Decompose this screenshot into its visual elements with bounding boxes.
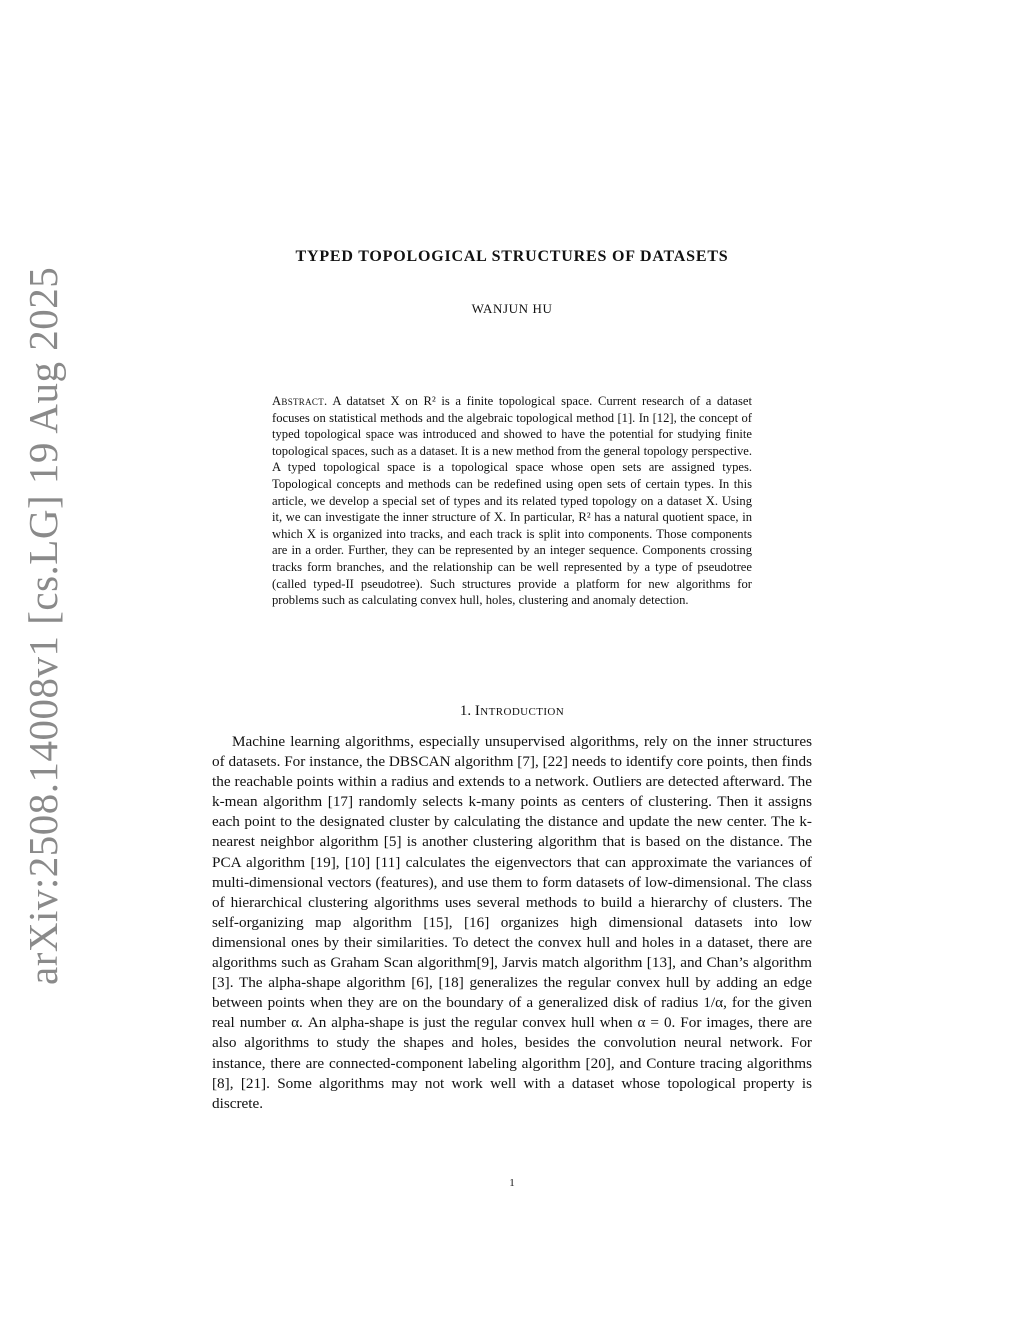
paper-author: WANJUN HU xyxy=(471,301,553,316)
arxiv-identifier-stamp: arXiv:2508.14008v1 [cs.LG] 19 Aug 2025 xyxy=(20,266,66,985)
abstract-label: Abstract. xyxy=(272,394,328,408)
section-heading xyxy=(200,703,824,720)
section-title: Introduction xyxy=(474,703,565,719)
introduction-paragraph: Machine learning algorithms, especially unsupervised algorithms, rely on the inner structures of datasets. For instance, the DBSCAN algorithm [7], [22] needs to identify core points, then finds the reachable points within a radius and extends to a network. Outliers are detected afterward. The k-mean algorithm [17] randomly selects k-many points as centers of clustering. Then it assigns each point to the designated cluster by calculating the distance and update the new center. The k-nearest neighbor algorithm [5] is another clustering algorithm that is based on the distance. The PCA algorithm [19], [10] [11] calculates the eigenvectors that can approximate the variances of multi-dimensional vectors (features), and use them to form datasets of low-dimensional. The class of hierarchical clustering algorithms uses several methods to build a hierarchy of clusters. The self-organizing map algorithm [15], [16] organizes high dimensional datasets into low dimensional ones by their similarities. To detect the convex hull and holes in a dataset, there are algorithms such as Graham Scan algorithm[9], Jarvis match algorithm [13], and Chan’s algorithm [3]. The alpha-shape algorithm [6], [18] generalizes the regular convex hull by adding an edge between points when they are on the boundary of a generalized disk of radius 1/α, for the given real number α. An alpha-shape is just the regular convex hull when α = 0. For images, there are also algorithms to study the shapes and holes, besides the convolution neural network. For instance, there are connected-component labeling algorithm [20], and Conture tracing algorithms [8], [21]. Some algorithms may not work well with a dataset whose topological property is discrete. xyxy=(212,733,812,1112)
abstract-block xyxy=(272,393,752,609)
abstract-text: A datatset X on R² is a finite topological space. Current research of a dataset focuses on statistical methods and the algebraic topological method [1]. In [12], the concept of typed topological space was introduced and showed to have the potential for studying finite topological spaces, such as a dataset. It is a new method from the general topology perspective. A typed topological space is a topological space whose open sets are assigned types. Topological concepts and methods can be redefined using open sets of certain types. In this article, we develop a special set of types and its related typed topology on a dataset X. Using it, we can investigate the inner structure of X. In particular, R² has a natural quotient space, in which X is organized into tracks, and each track is split into components. Those components are in a order. Further, they can be represented by an integer sequence. Components crossing tracks form branches, and the relationship can be well represented by a type of pseudotree (called typed-II pseudotree). Such structures provide a platform for new algorithms for problems such as calculating convex hull, holes, clustering and anomaly detection. xyxy=(272,394,752,608)
section-number: 1. xyxy=(459,703,472,719)
paper-title: TYPED TOPOLOGICAL STRUCTURES OF DATASETS xyxy=(295,248,729,265)
page-number: 1 xyxy=(509,1177,515,1189)
